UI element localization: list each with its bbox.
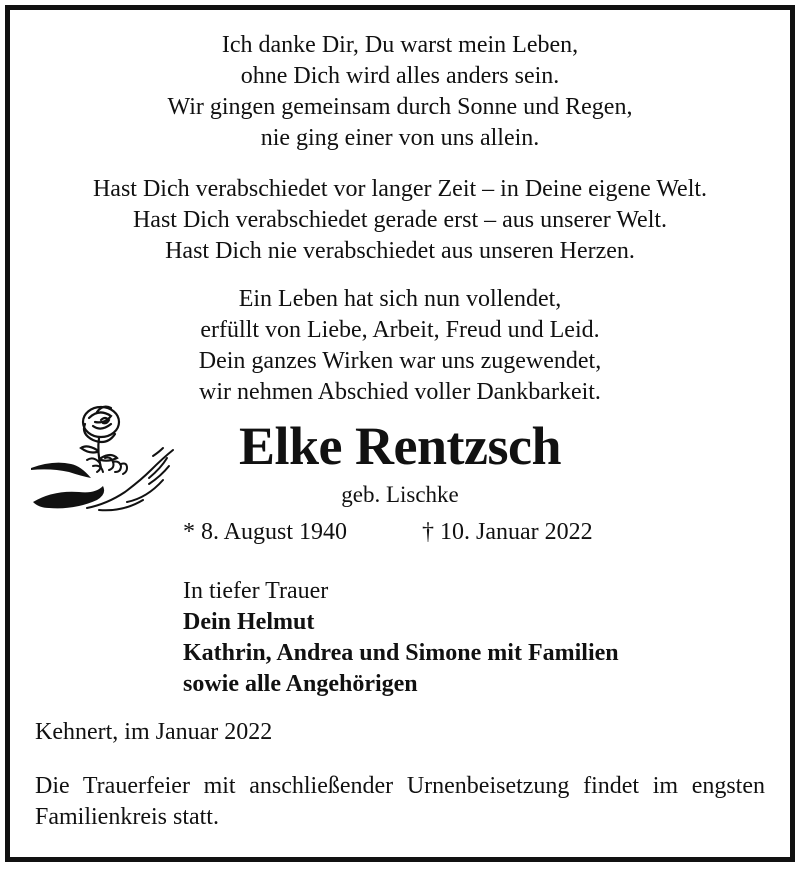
- poem-line: Hast Dich verabschiedet vor langer Zeit – in Deine eigene Welt.: [92, 176, 708, 202]
- poem-line: Hast Dich verabschiedet gerade erst – aus unserer Welt.: [132, 207, 668, 233]
- mourner-line: Kathrin, Andrea und Simone mit Familien: [183, 640, 619, 666]
- deceased-name: Elke Rentzsch: [239, 416, 561, 476]
- poem-line: Hast Dich nie verabschiedet aus unseren Herzen.: [165, 238, 635, 264]
- poem-line: Ein Leben hat sich nun vollendet,: [238, 286, 562, 312]
- poem-line: Ich danke Dir, Du warst mein Leben,: [221, 32, 579, 58]
- mourner-line: Dein Helmut: [183, 609, 315, 635]
- birth-date: * 8. August 1940: [183, 519, 348, 545]
- poem-line: wir nehmen Abschied voller Dankbarkeit.: [199, 379, 601, 405]
- mourners-block: [183, 576, 619, 700]
- poem-line: ohne Dich wird alles anders sein.: [240, 63, 560, 89]
- poem-stanza-1: [0, 30, 800, 154]
- poem-stanza-2: [0, 174, 800, 267]
- poem-line: erfüllt von Liebe, Arbeit, Freud und Leid.: [200, 317, 600, 343]
- funeral-notice: Die Trauerfeier mit anschließender Urnenbeisetzung findet im engsten Familienkreis statt.: [35, 773, 765, 830]
- poem-line: Dein ganzes Wirken war uns zugewendet,: [198, 348, 602, 374]
- poem-line: nie ging einer von uns allein.: [260, 125, 540, 151]
- place-date: Kehnert, im Januar 2022: [35, 719, 273, 745]
- birth-name: geb. Lischke: [341, 482, 459, 507]
- mourner-line: sowie alle Angehörigen: [183, 671, 418, 697]
- death-date: † 10. Januar 2022: [422, 519, 593, 545]
- poem-line: Wir gingen gemeinsam durch Sonne und Regen,: [167, 94, 633, 120]
- poem-stanza-3: [0, 284, 800, 408]
- mourners-intro: In tiefer Trauer: [183, 578, 329, 604]
